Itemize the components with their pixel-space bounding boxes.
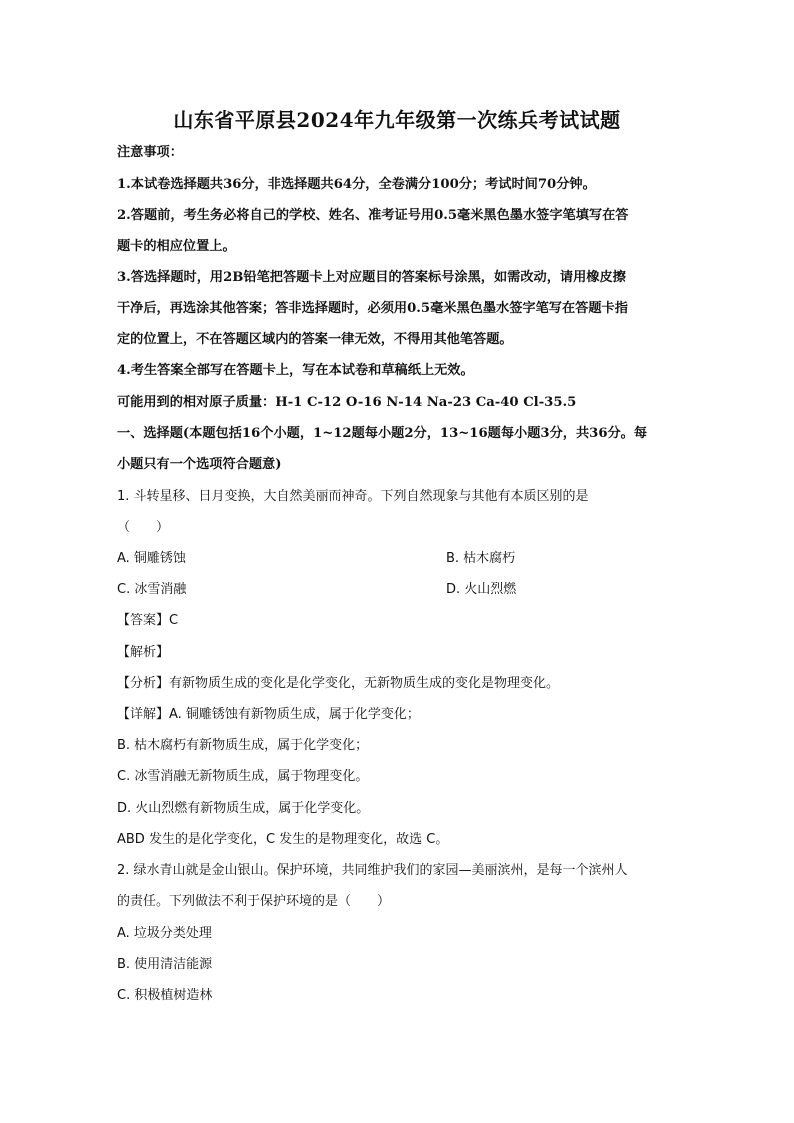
q1-conclusion: ABD 发生的是化学变化，C 发生的是物理变化，故选 C。 [117, 832, 449, 847]
note-1: 1.本试卷选择题共36分，非选择题共64分，全卷满分100分；考试时间70分钟。 [117, 177, 596, 192]
note-2-cont: 题卡的相应位置上。 [117, 239, 236, 254]
q1-stem-cont: （ ） [117, 520, 170, 535]
q2-stem-cont: 的责任。下列做法不利于保护环境的是（ ） [117, 894, 391, 909]
note-3: 3.答选择题时，用2B铅笔把答题卡上对应题目的答案标号涂黑，如需改动，请用橡皮擦 [117, 270, 626, 285]
q2-option-b: B. 使用清洁能源 [117, 957, 213, 972]
q1-option-d: D. 火山烈燃 [446, 582, 517, 597]
note-2: 2.答题前，考生务必将自己的学校、姓名、准考证号用0.5毫米黑色墨水签字笔填写在答 [117, 208, 629, 223]
q1-detail-c: C. 冰雪消融无新物质生成，属于物理变化。 [117, 769, 369, 784]
q1-option-c: C. 冰雪消融 [117, 582, 187, 597]
note-4: 4.考生答案全部写在答题卡上，写在本试卷和草稿纸上无效。 [117, 363, 474, 378]
q1-analysis-label: 【解析】 [117, 645, 170, 660]
q1-detail-a: 【详解】A. 铜雕锈蚀有新物质生成，属于化学变化； [117, 707, 420, 722]
note-3-cont-2: 定的位置上，不在答题区域内的答案一律无效，不得用其他笔答题。 [117, 332, 513, 347]
q2-option-c: C. 积极植树造林 [117, 988, 213, 1003]
q1-answer: 【答案】C [117, 613, 179, 628]
q1-option-b: B. 枯木腐朽 [446, 551, 516, 566]
q1-detail-b: B. 枯木腐朽有新物质生成，属于化学变化； [117, 738, 369, 753]
q1-fenxi: 【分析】有新物质生成的变化是化学变化，无新物质生成的变化是物理变化。 [117, 676, 560, 691]
notes-heading: 注意事项： [117, 145, 183, 160]
q1-option-a: A. 铜雕锈蚀 [117, 551, 186, 566]
section-heading-cont: 小题只有一个选项符合题意) [117, 457, 282, 472]
q2-option-a: A. 垃圾分类处理 [117, 926, 212, 941]
q2-stem: 2. 绿水青山就是金山银山。保护环境，共同维护我们的家园—美丽滨州，是每一个滨州人 [117, 863, 628, 878]
note-3-cont-1: 干净后，再选涂其他答案；答非选择题时，必须用0.5毫米黑色墨水签字笔写在答题卡指 [117, 301, 628, 316]
section-heading: 一、选择题(本题包括16个小题，1~12题每小题2分，13~16题每小题3分，共36分。每 [117, 426, 648, 441]
q1-detail-d: D. 火山烈燃有新物质生成，属于化学变化。 [117, 801, 370, 816]
q1-stem: 1. 斗转星移、日月变换，大自然美丽而神奇。下列自然现象与其他有本质区别的是 [117, 489, 589, 504]
atomic-masses: 可能用到的相对原子质量：H-1 C-12 O-16 N-14 Na-23 Ca-40 Cl-35.5 [117, 395, 577, 410]
page-title: 山东省平原县2024年九年级第一次练兵考试试题 [173, 108, 621, 132]
